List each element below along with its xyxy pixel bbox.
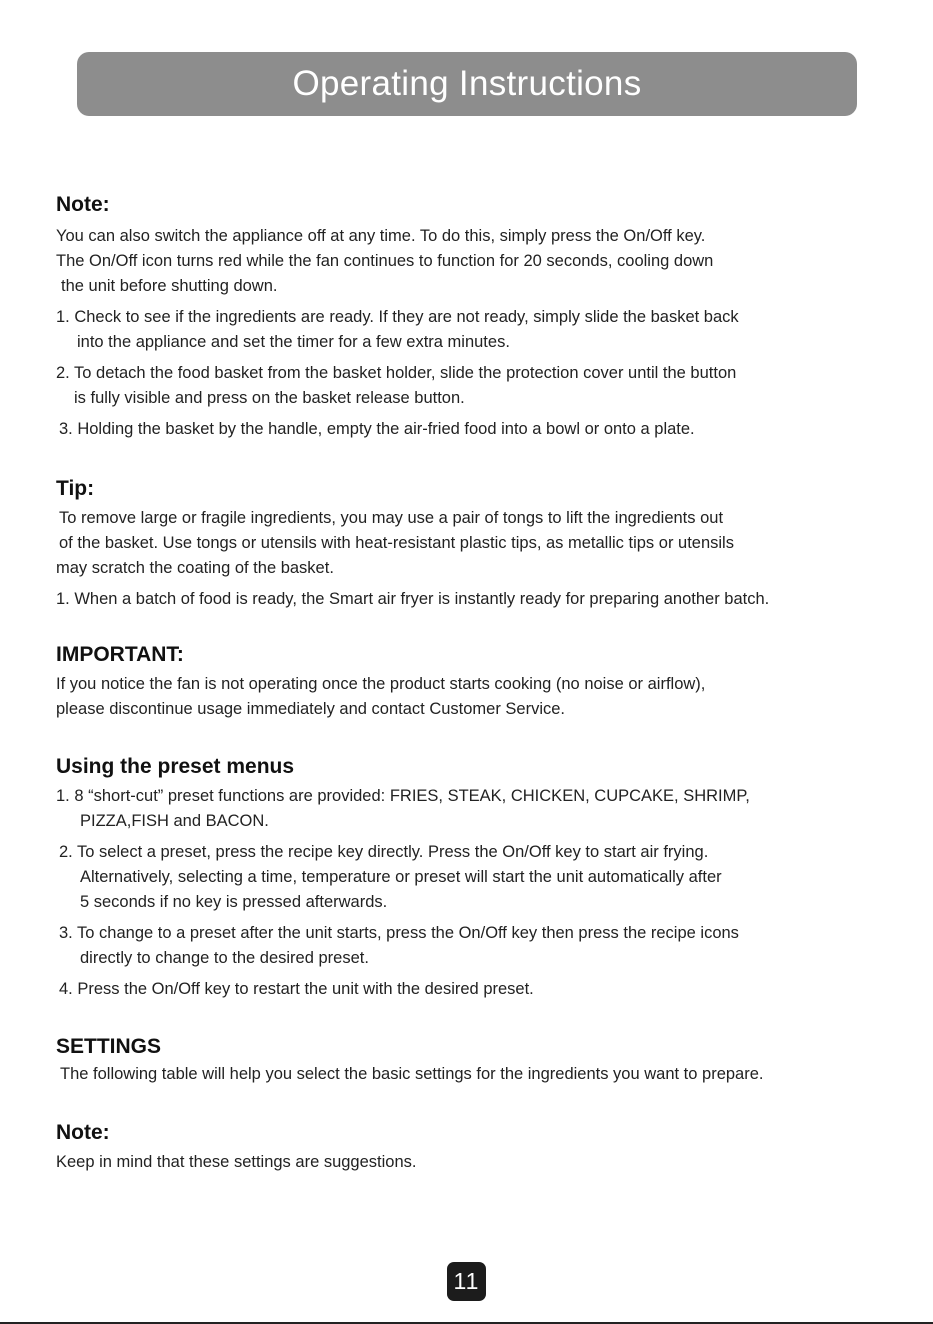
- settings-line: The following table will help you select the basic settings for the ingredients you want to prepare.: [60, 1065, 764, 1083]
- note-item-3: 3. Holding the basket by the handle, empty the air-fried food into a bowl or onto a plate.: [59, 420, 695, 438]
- preset-item-1-cont: PIZZA,FISH and BACON.: [80, 812, 269, 830]
- tip-line: may scratch the coating of the basket.: [56, 559, 334, 577]
- page-number-badge: [447, 1262, 486, 1301]
- note-line: the unit before shutting down.: [61, 277, 278, 295]
- preset-item-2-cont: 5 seconds if no key is pressed afterwards.: [80, 893, 388, 911]
- preset-item-2-cont: Alternatively, selecting a time, temperature or preset will start the unit automatically after: [80, 868, 722, 886]
- note-item-1-cont: into the appliance and set the timer for a few extra minutes.: [77, 333, 510, 351]
- note-item-1: 1. Check to see if the ingredients are ready. If they are not ready, simply slide the basket back: [56, 308, 739, 326]
- document-body: [56, 190, 896, 1175]
- note-heading: Note:: [56, 193, 110, 216]
- note-item-2-cont: is fully visible and press on the basket release button.: [74, 389, 465, 407]
- important-line: If you notice the fan is not operating once the product starts cooking (no noise or airflow),: [56, 675, 706, 693]
- title-banner: [77, 52, 857, 116]
- important-heading: IMPORTANT:: [56, 643, 184, 666]
- tip-line: of the basket. Use tongs or utensils with heat-resistant plastic tips, as metallic tips or utensils: [59, 534, 734, 552]
- page-number: 11: [453, 1268, 480, 1294]
- tip-heading: Tip:: [56, 477, 95, 500]
- note-line: The On/Off icon turns red while the fan continues to function for 20 seconds, cooling down: [56, 252, 714, 270]
- preset-item-4: 4. Press the On/Off key to restart the unit with the desired preset.: [59, 980, 534, 998]
- settings-heading: SETTINGS: [56, 1035, 162, 1058]
- tip-line: To remove large or fragile ingredients, you may use a pair of tongs to lift the ingredients out: [59, 509, 724, 527]
- preset-item-1: 1. 8 “short-cut” preset functions are provided: FRIES, STEAK, CHICKEN, CUPCAKE, SHRIMP,: [56, 787, 750, 805]
- tip-item-1: 1. When a batch of food is ready, the Smart air fryer is instantly ready for preparing another batch.: [56, 590, 770, 608]
- note-line: You can also switch the appliance off at any time. To do this, simply press the On/Off key.: [56, 227, 706, 245]
- important-line: please discontinue usage immediately and contact Customer Service.: [56, 700, 566, 718]
- note2-line: Keep in mind that these settings are suggestions.: [56, 1153, 417, 1171]
- preset-item-3-cont: directly to change to the desired preset.: [80, 949, 369, 967]
- note-item-2: 2. To detach the food basket from the basket holder, slide the protection cover until the button: [56, 364, 737, 382]
- preset-item-2: 2. To select a preset, press the recipe key directly. Press the On/Off key to start air frying.: [59, 843, 709, 861]
- note2-heading: Note:: [56, 1121, 110, 1144]
- presets-heading: Using the preset menus: [56, 755, 295, 778]
- preset-item-3: 3. To change to a preset after the unit starts, press the On/Off key then press the recipe icons: [59, 924, 739, 942]
- page-title: Operating Instructions: [292, 64, 642, 103]
